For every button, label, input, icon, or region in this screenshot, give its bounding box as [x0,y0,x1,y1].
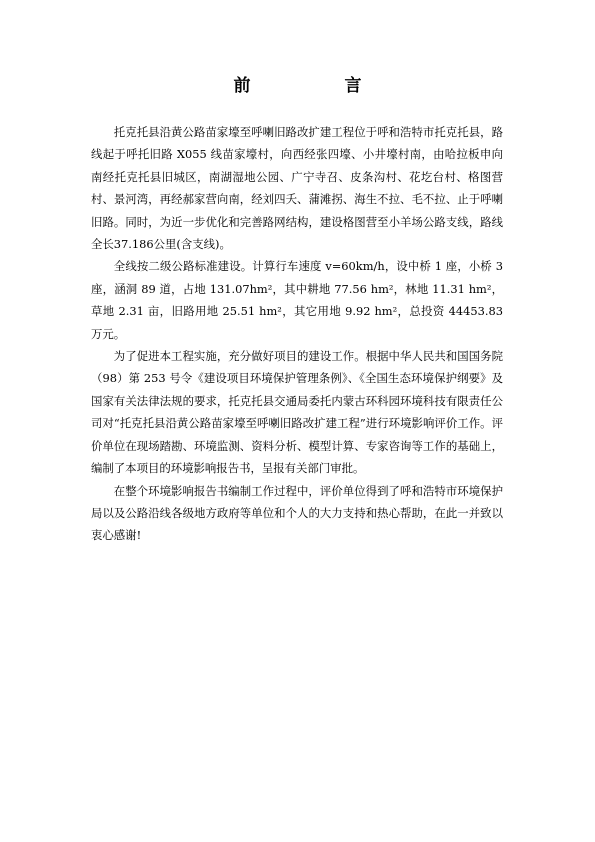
paragraph-assessment-commission: 为了促进本工程实施，充分做好项目的建设工作。根据中华人民共和国国务院（98）第 253 号令《建设项目环境保护管理条例》、《全国生态环境保护纲要》及国家有关法律法规的要求，托克托县交通局委托内蒙古环科园环境科技有限责任公司对“托克托县沿黄公路苗家壕至呼喇旧路改扩建工程”进行环境影响评价工作。评价单位在现场踏勘、环境监测、资料分析、模型计算、专家咨询等工作的基础上，编制了本项目的环境影响报告书，呈报有关部门审批。 [91,349,503,476]
paragraph-acknowledgement: 在整个环境影响报告书编制工作过程中，评价单位得到了呼和浩特市环境保护局以及公路沿线各级地方政府等单位和个人的大力支持和热心帮助，在此一并致以衷心感谢! [91,483,503,543]
paragraph-construction-standard: 全线按二级公路标准建设。计算行车速度 v=60km/h，设中桥 1 座，小桥 3 座，涵洞 89 道，占地 131.07hm²，其中耕地 77.56 hm²，林地 11.31 hm²，草地 2.31 亩，旧路用地 25.51 hm²，其它用地 9.92 hm²，总投资 44453.83 万元。 [91,259,503,341]
preface-body [91,121,503,547]
paragraph-project-location: 托克托县沿黄公路苗家壕至呼喇旧路改扩建工程位于呼和浩特市托克托县，路线起于呼托旧路 X055 线苗家壕村，向西经张四壕、小井壕村南，由哈拉板申向南经托克托县旧城区，南湖湿地公园、广宁寺召、皮条沟村、花圪台村、格图营村、景河湾，再经郝家营向南，经刘四夭、蒲滩拐、海生不拉、毛不拉、止于呼喇旧路。同时，为近一步优化和完善路网结构，建设格图营至小羊场公路支线，路线全长37.186公里(含支线)。 [91,125,503,252]
page-title: 前 言 [233,76,406,96]
